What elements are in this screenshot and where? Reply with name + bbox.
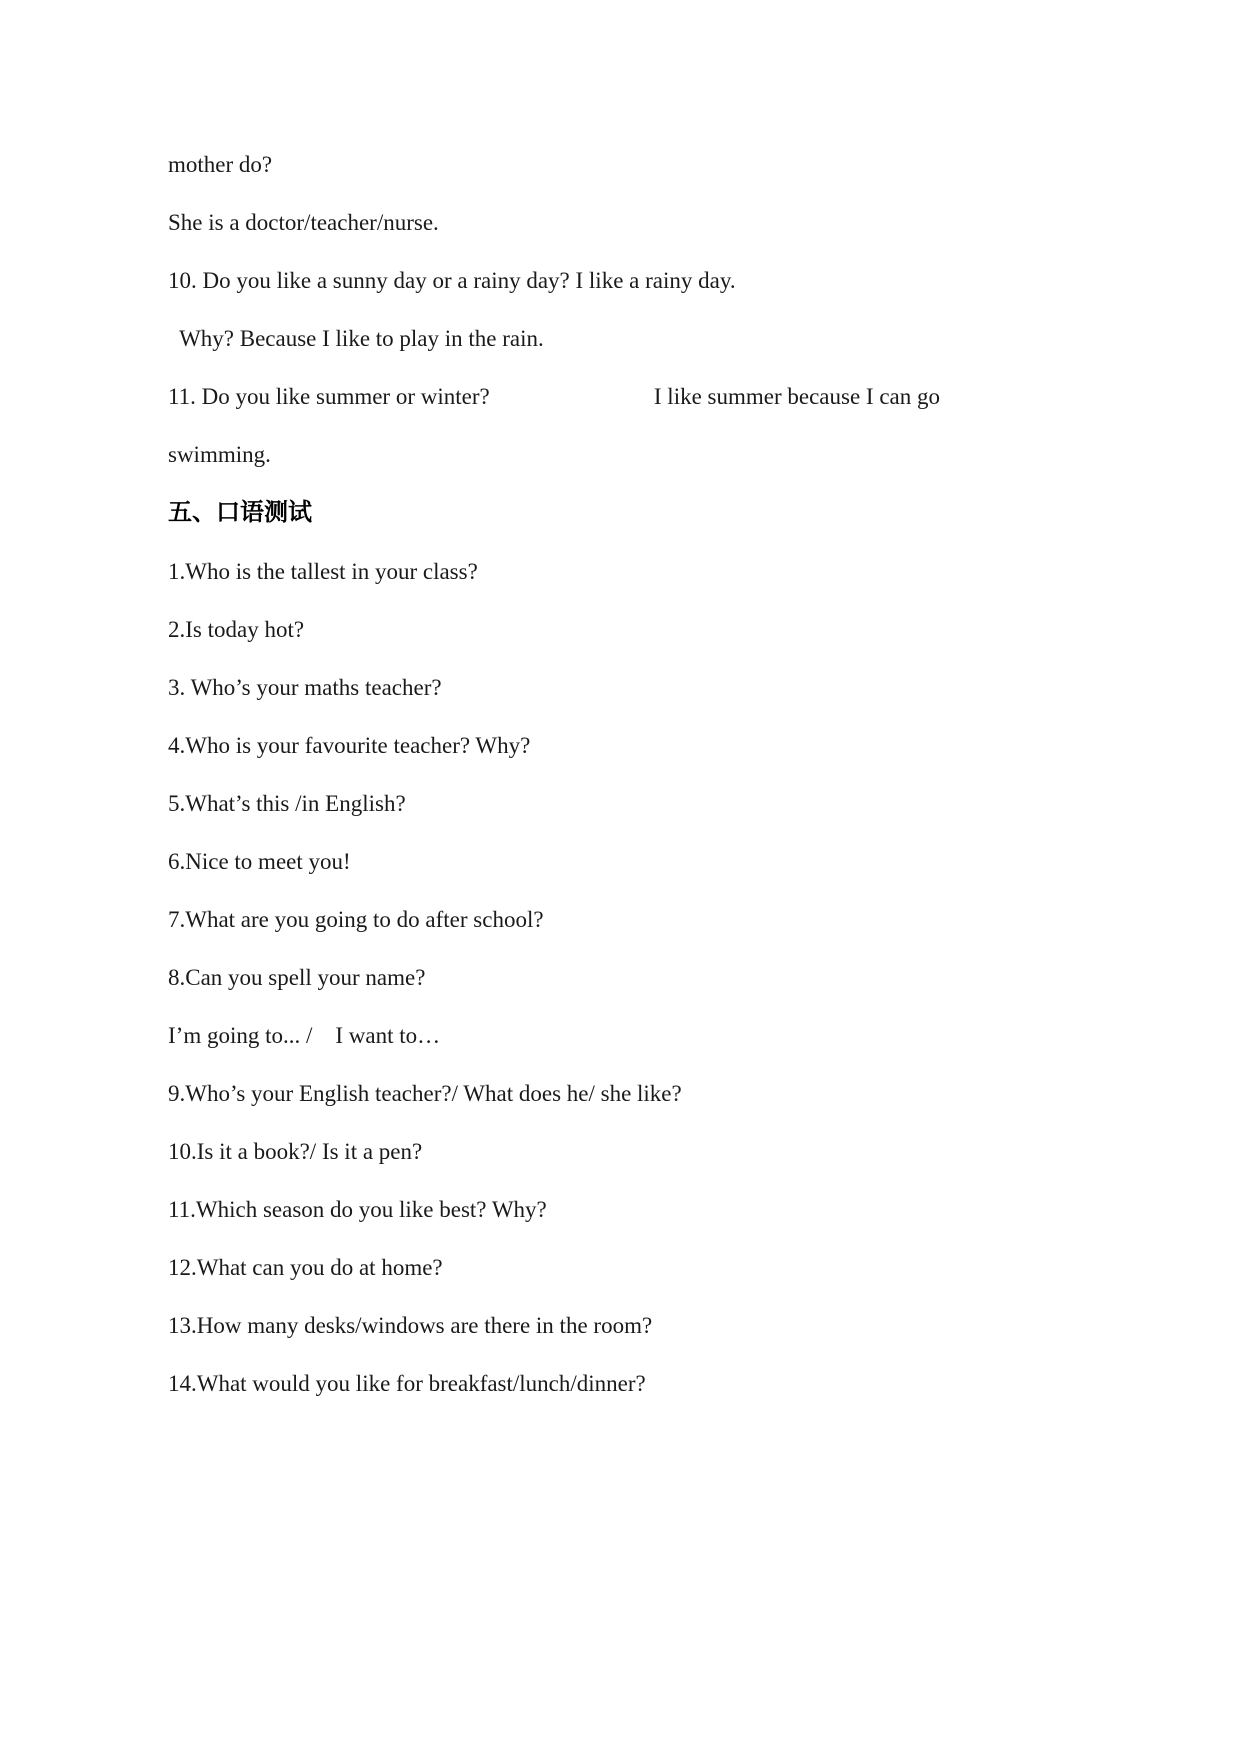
text-line: swimming.: [168, 442, 271, 467]
list-item: 2.Is today hot?: [168, 617, 305, 642]
section-heading: 五、口语测试: [168, 498, 312, 526]
list-item: 6.Nice to meet you!: [168, 849, 351, 874]
text-line: 10. Do you like a sunny day or a rainy day? I like a rainy day.: [168, 268, 736, 293]
text-line: She is a doctor/teacher/nurse.: [168, 210, 439, 235]
text-line: Why? Because I like to play in the rain.: [168, 326, 544, 351]
list-item: 13.How many desks/windows are there in the room?: [168, 1313, 653, 1338]
list-item: 8.Can you spell your name?: [168, 965, 426, 990]
text-line: mother do?: [168, 152, 273, 177]
list-item: 11.Which season do you like best? Why?: [168, 1197, 547, 1222]
list-item: 1.Who is the tallest in your class?: [168, 559, 478, 584]
answer-text: I like summer because I can go: [653, 384, 940, 409]
question-text: 11. Do you like summer or winter?: [168, 384, 490, 409]
list-item: 12.What can you do at home?: [168, 1255, 443, 1280]
list-item: I’m going to... / I want to…: [168, 1023, 441, 1048]
list-item: 14.What would you like for breakfast/lunch/dinner?: [168, 1371, 646, 1396]
list-item: 4.Who is your favourite teacher? Why?: [168, 733, 531, 758]
list-item: 10.Is it a book?/ Is it a pen?: [168, 1139, 423, 1164]
list-item: 3. Who’s your maths teacher?: [168, 675, 442, 700]
list-item: 9.Who’s your English teacher?/ What does he/ she like?: [168, 1081, 682, 1106]
text-line: [168, 385, 940, 408]
list-item: 5.What’s this /in English?: [168, 791, 406, 816]
list-item: 7.What are you going to do after school?: [168, 907, 544, 932]
